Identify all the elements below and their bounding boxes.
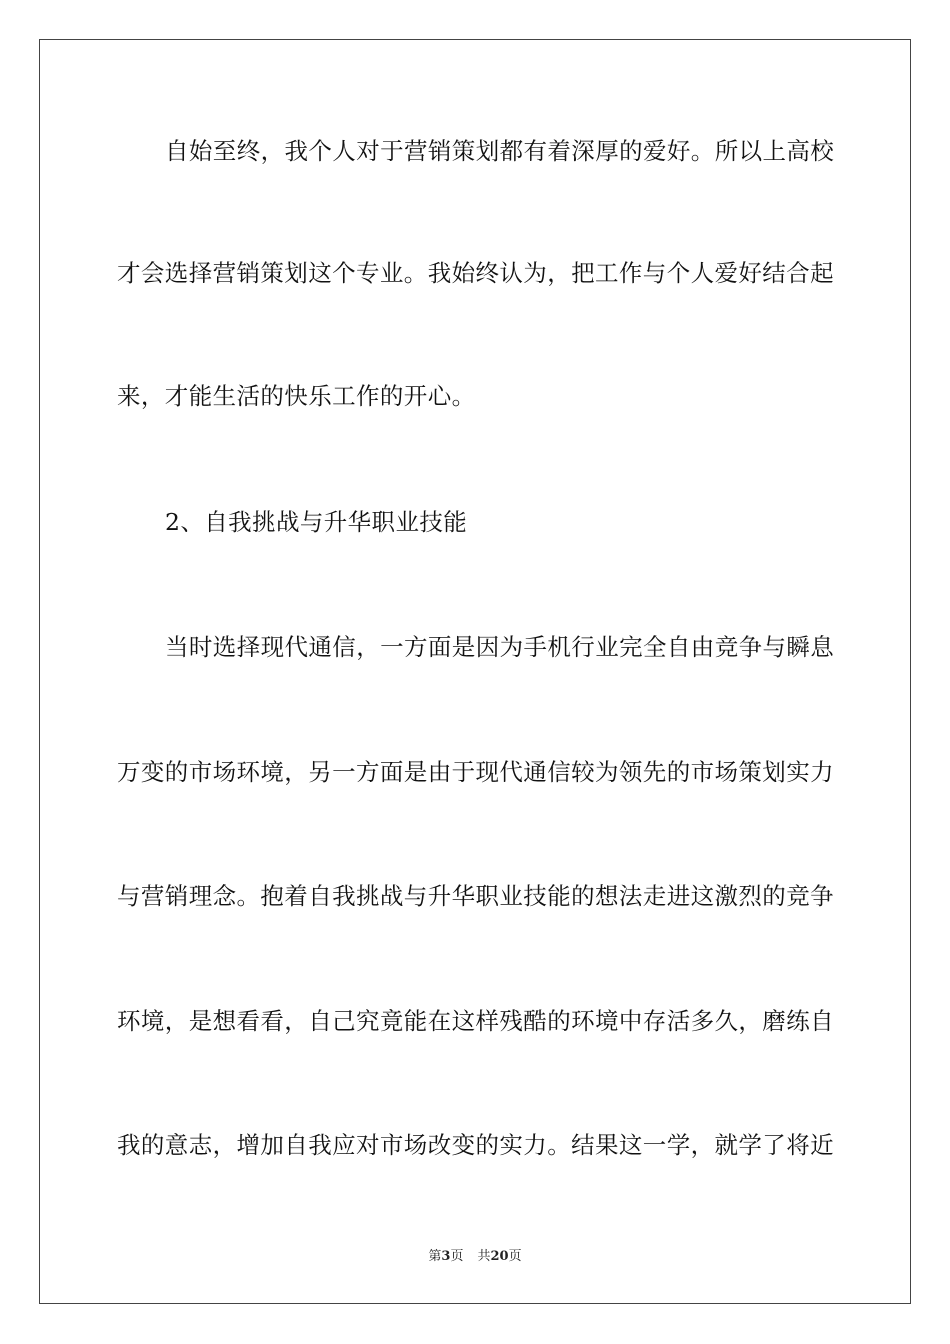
total-prefix: 共 bbox=[477, 1249, 491, 1264]
paragraph-1-line-3: 来，才能生活的快乐工作的开心。 bbox=[117, 382, 476, 410]
page-prefix: 第 bbox=[428, 1249, 442, 1264]
paragraph-2-line-5: 我的意志，增加自我应对市场改变的实力。结果这一学，就学了将近 bbox=[117, 1131, 834, 1159]
section-heading: 2、自我挑战与升华职业技能 bbox=[165, 508, 468, 536]
paragraph-2-line-1: 当时选择现代通信，一方面是因为手机行业完全自由竞争与瞬息 bbox=[165, 633, 835, 661]
paragraph-2-line-2: 万变的市场环境，另一方面是由于现代通信较为领先的市场策划实力 bbox=[117, 758, 834, 786]
total-page-count: 20 bbox=[490, 1249, 509, 1264]
page-suffix: 页 bbox=[450, 1249, 464, 1264]
paragraph-1-line-1: 自始至终，我个人对于营销策划都有着深厚的爱好。所以上高校 bbox=[165, 137, 835, 165]
paragraph-2-line-4: 环境，是想看看，自己究竟能在这样残酷的环境中存活多久，磨练自 bbox=[117, 1007, 834, 1035]
paragraph-2-line-3: 与营销理念。抱着自我挑战与升华职业技能的想法走进这激烈的竞争 bbox=[117, 882, 834, 910]
total-suffix: 页 bbox=[508, 1249, 522, 1264]
paragraph-1-line-2: 才会选择营销策划这个专业。我始终认为，把工作与个人爱好结合起 bbox=[117, 259, 834, 287]
page-footer bbox=[0, 1248, 950, 1266]
page-border bbox=[39, 39, 911, 1304]
current-page-number: 3 bbox=[441, 1249, 451, 1264]
